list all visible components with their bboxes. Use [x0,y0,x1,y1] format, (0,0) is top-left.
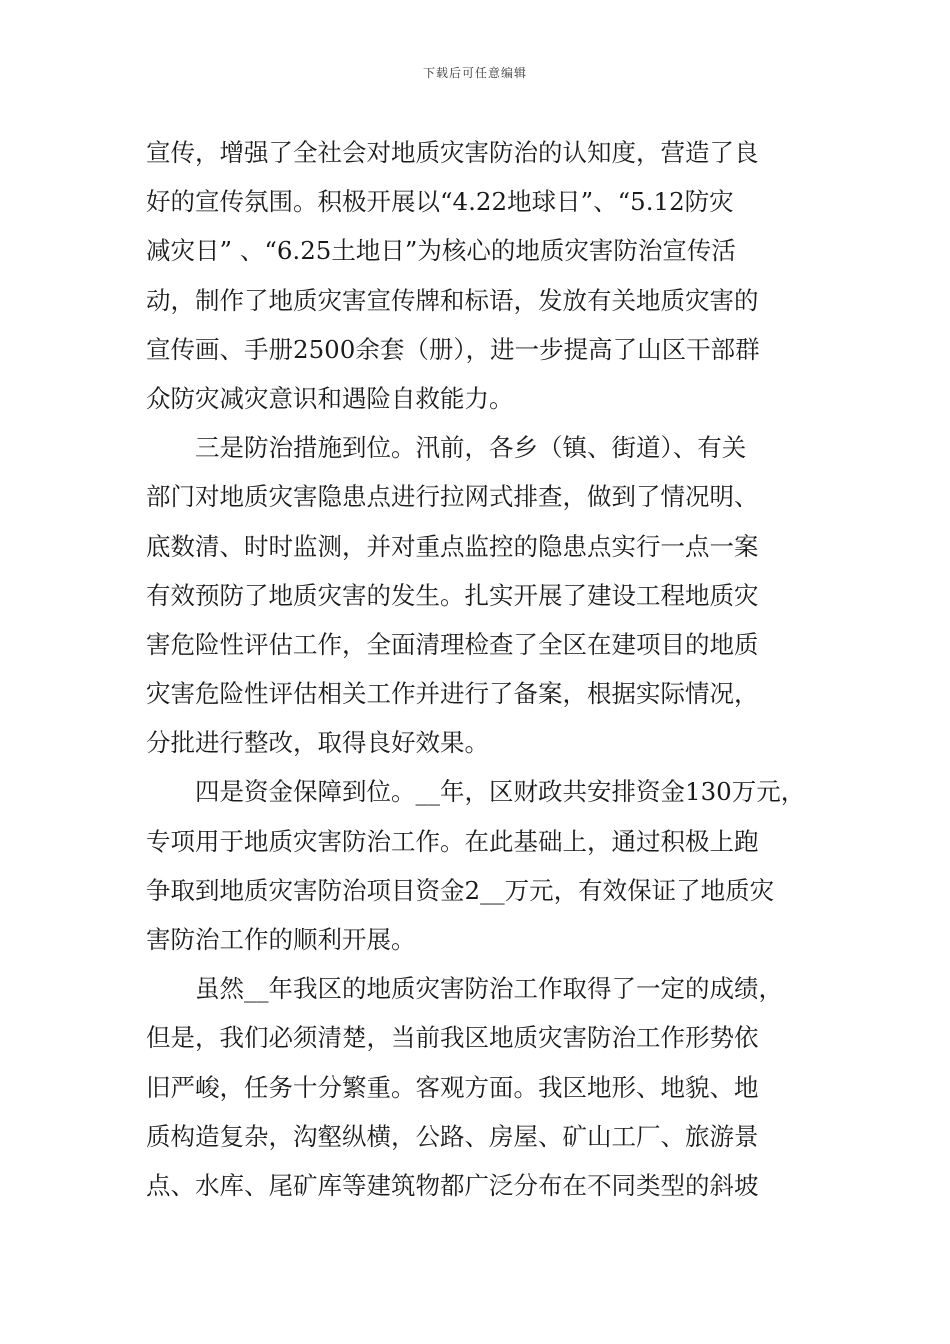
text-line: 但是，我们必须清楚，当前我区地质灾害防治工作形势依 [146,1023,759,1053]
text-line: 争取到地质灾害防治项目资金2__万元，有效保证了地质灾 [146,875,775,905]
paragraph-start-line: 三是防治措施到位。汛前，各乡（镇、街道）、有关 [195,433,747,463]
text-line: 点、水库、尾矿库等建筑物都广泛分布在不同类型的斜坡 [146,1170,759,1200]
text-line: 底数清、时时监测，并对重点监控的隐患点实行一点一案 [146,531,759,561]
text-line: 减灾日” 、“6.25土地日”为核心的地质灾害防治宣传活 [146,236,736,266]
text-line: 旧严峻，任务十分繁重。客观方面。我区地形、地貌、地 [146,1072,759,1102]
page-header: 下载后可任意编辑 [422,66,527,80]
text-line: 部门对地质灾害隐患点进行拉网式排查，做到了情况明、 [146,482,759,512]
text-line: 动，制作了地质灾害宣传牌和标语，发放有关地质灾害的 [146,285,759,315]
paragraph-start-line: 虽然__年我区的地质灾害防治工作取得了一定的成绩， [195,974,783,1004]
text-line: 灾害危险性评估相关工作并进行了备案，根据实际情况， [146,679,759,709]
text-line: 宣传，增强了全社会对地质灾害防治的认知度，营造了良 [146,138,759,167]
text-line: 专项用于地质灾害防治工作。在此基础上，通过积极上跑 [146,826,759,856]
text-line: 害防治工作的顺利开展。 [146,925,416,954]
document-body [146,128,816,1210]
text-line: 分批进行整改，取得良好效果。 [146,728,489,758]
text-line: 好的宣传氛围。积极开展以“4.22地球日”、“5.12防灾 [146,187,734,217]
text-line: 害危险性评估工作，全面清理检查了全区在建项目的地质 [146,629,759,659]
text-line: 质构造复杂，沟壑纵横，公路、房屋、矿山工厂、旅游景 [146,1121,759,1151]
paragraph-start-line: 四是资金保障到位。__年，区财政共安排资金130万元， [195,777,806,807]
text-line: 众防灾减灾意识和遇险自救能力。 [146,383,514,413]
text-line: 宣传画、手册2500余套（册），进一步提高了山区干部群 [146,334,760,364]
text-line: 有效预防了地质灾害的发生。扎实开展了建设工程地质灾 [146,580,759,610]
